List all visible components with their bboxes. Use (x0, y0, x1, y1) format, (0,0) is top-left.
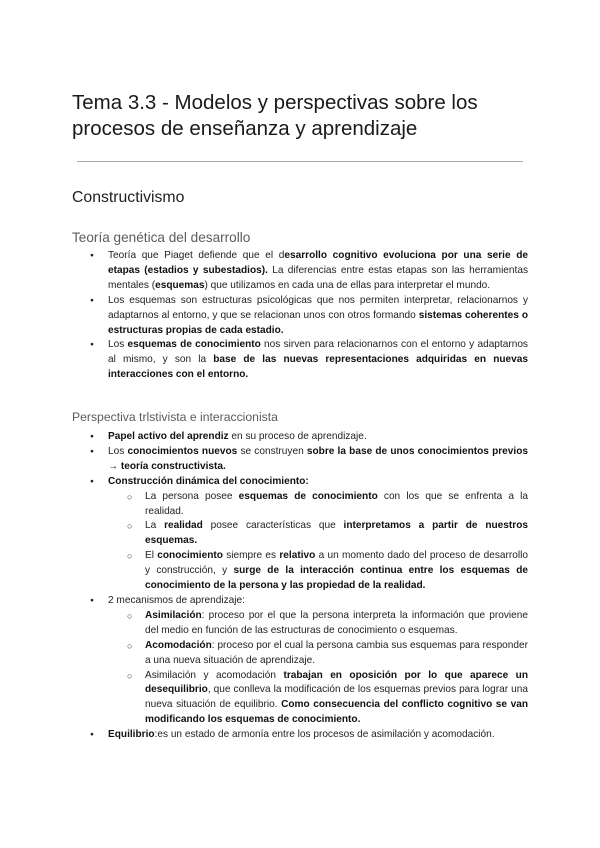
subsection-heading-genetic-theory: Teoría genética del desarrollo (72, 230, 251, 245)
sub-list-item: ○ El conocimiento siempre es relativo a un momento dado del proceso de desarrollo y construcción, y surge de la interacción continua entre los esquemas de conocimiento de la persona y las propiedad de la realidad. (125, 549, 528, 594)
list-item: ● Construcción dinámica del conocimiento: ○ La persona posee esquemas de conocimiento con los que se enfrenta a la realidad. ○ La realidad posee características que interpretamos a partir de nuestros esquemas. ○ El conocimiento siempre es relativo a un momento dado del proceso de desarrollo y construcción, y surge de la interacción continua entre los esquemas de conocimiento de la persona y las propiedad de la realidad. (88, 475, 528, 594)
sub-list-item: ○ Asimilación y acomodación trabajan en oposición por lo que aparece un desequilibrio, que conlleva la modificación de los esquemas previos para lograr una nueva situación de equilibrio. Como consecuencia del conflicto cognitivo se van modificando los esquemas de conocimiento. (125, 669, 528, 729)
list-item: ● Los esquemas son estructuras psicológicas que nos permiten interpretar, relacionarnos y adaptarnos al entorno, y que se relacionan unos con otros formando sistemas coherentes o estructuras propias de cada estadio. (88, 294, 528, 339)
sub-list-item: ○ La realidad posee características que interpretamos a partir de nuestros esquemas. (125, 519, 528, 549)
horizontal-divider (77, 161, 523, 162)
sub-list (125, 490, 528, 594)
list-item: ● Los esquemas de conocimiento nos sirven para relacionarnos con el entorno y adaptarnos al mismo, y son la base de las nuevas representaciones adquiridas en nuevas interacciones con el entorno. (88, 338, 528, 383)
sub-list-item: ○ La persona posee esquemas de conocimiento con los que se enfrenta a la realidad. (125, 490, 528, 520)
subsection-heading-interactionist: Perspectiva trlstivista e interaccionista (72, 410, 278, 424)
sub-list (125, 609, 528, 728)
list-item: ● Equilibrio:es un estado de armonía entre los procesos de asimilación y acomodación. (88, 728, 528, 743)
list-item: ● Papel activo del aprendiz en su proceso de aprendizaje. (88, 430, 528, 445)
list-item: ● Teoría que Piaget defiende que el desarrollo cognitivo evoluciona por una serie de etapas (estadios y subestadios). La diferencias entre estas etapas son las herramientas mentales (esquemas) que utilizamos en cada una de ellas para interpretar el mundo. (88, 249, 528, 294)
bullet-list-interactionist (88, 430, 528, 743)
section-heading: Constructivismo (72, 189, 185, 206)
sub-list-item: ○ Acomodación: proceso por el cual la persona cambia sus esquemas para responder a una nueva situación de aprendizaje. (125, 639, 528, 669)
sub-list-item: ○ Asimilación: proceso por el que la persona interpreta la información que proviene del medio en función de las estructuras de conocimiento o esquemas. (125, 609, 528, 639)
page-title: Tema 3.3 - Modelos y perspectivas sobre los procesos de enseñanza y aprendizaje (72, 91, 478, 140)
bullet-list-genetic-theory (88, 249, 528, 383)
list-item: ● Los conocimientos nuevos se construyen sobre la base de unos conocimientos previos → teoría constructivista. (88, 445, 528, 475)
list-item: ● 2 mecanismos de aprendizaje: ○ Asimilación: proceso por el que la persona interpreta la información que proviene del medio en función de las estructuras de conocimiento o esquemas. ○ Acomodación: proceso por el cual la persona cambia sus esquemas para responder a una nueva situación de aprendizaje. ○ Asimilación y acomodación trabajan en oposición por lo que aparece un desequilibrio, que conlleva la modificación de los esquemas previos para lograr una nueva situación de equilibrio. Como consecuencia del conflicto cognitivo se van modificando los esquemas de conocimiento. (88, 594, 528, 728)
